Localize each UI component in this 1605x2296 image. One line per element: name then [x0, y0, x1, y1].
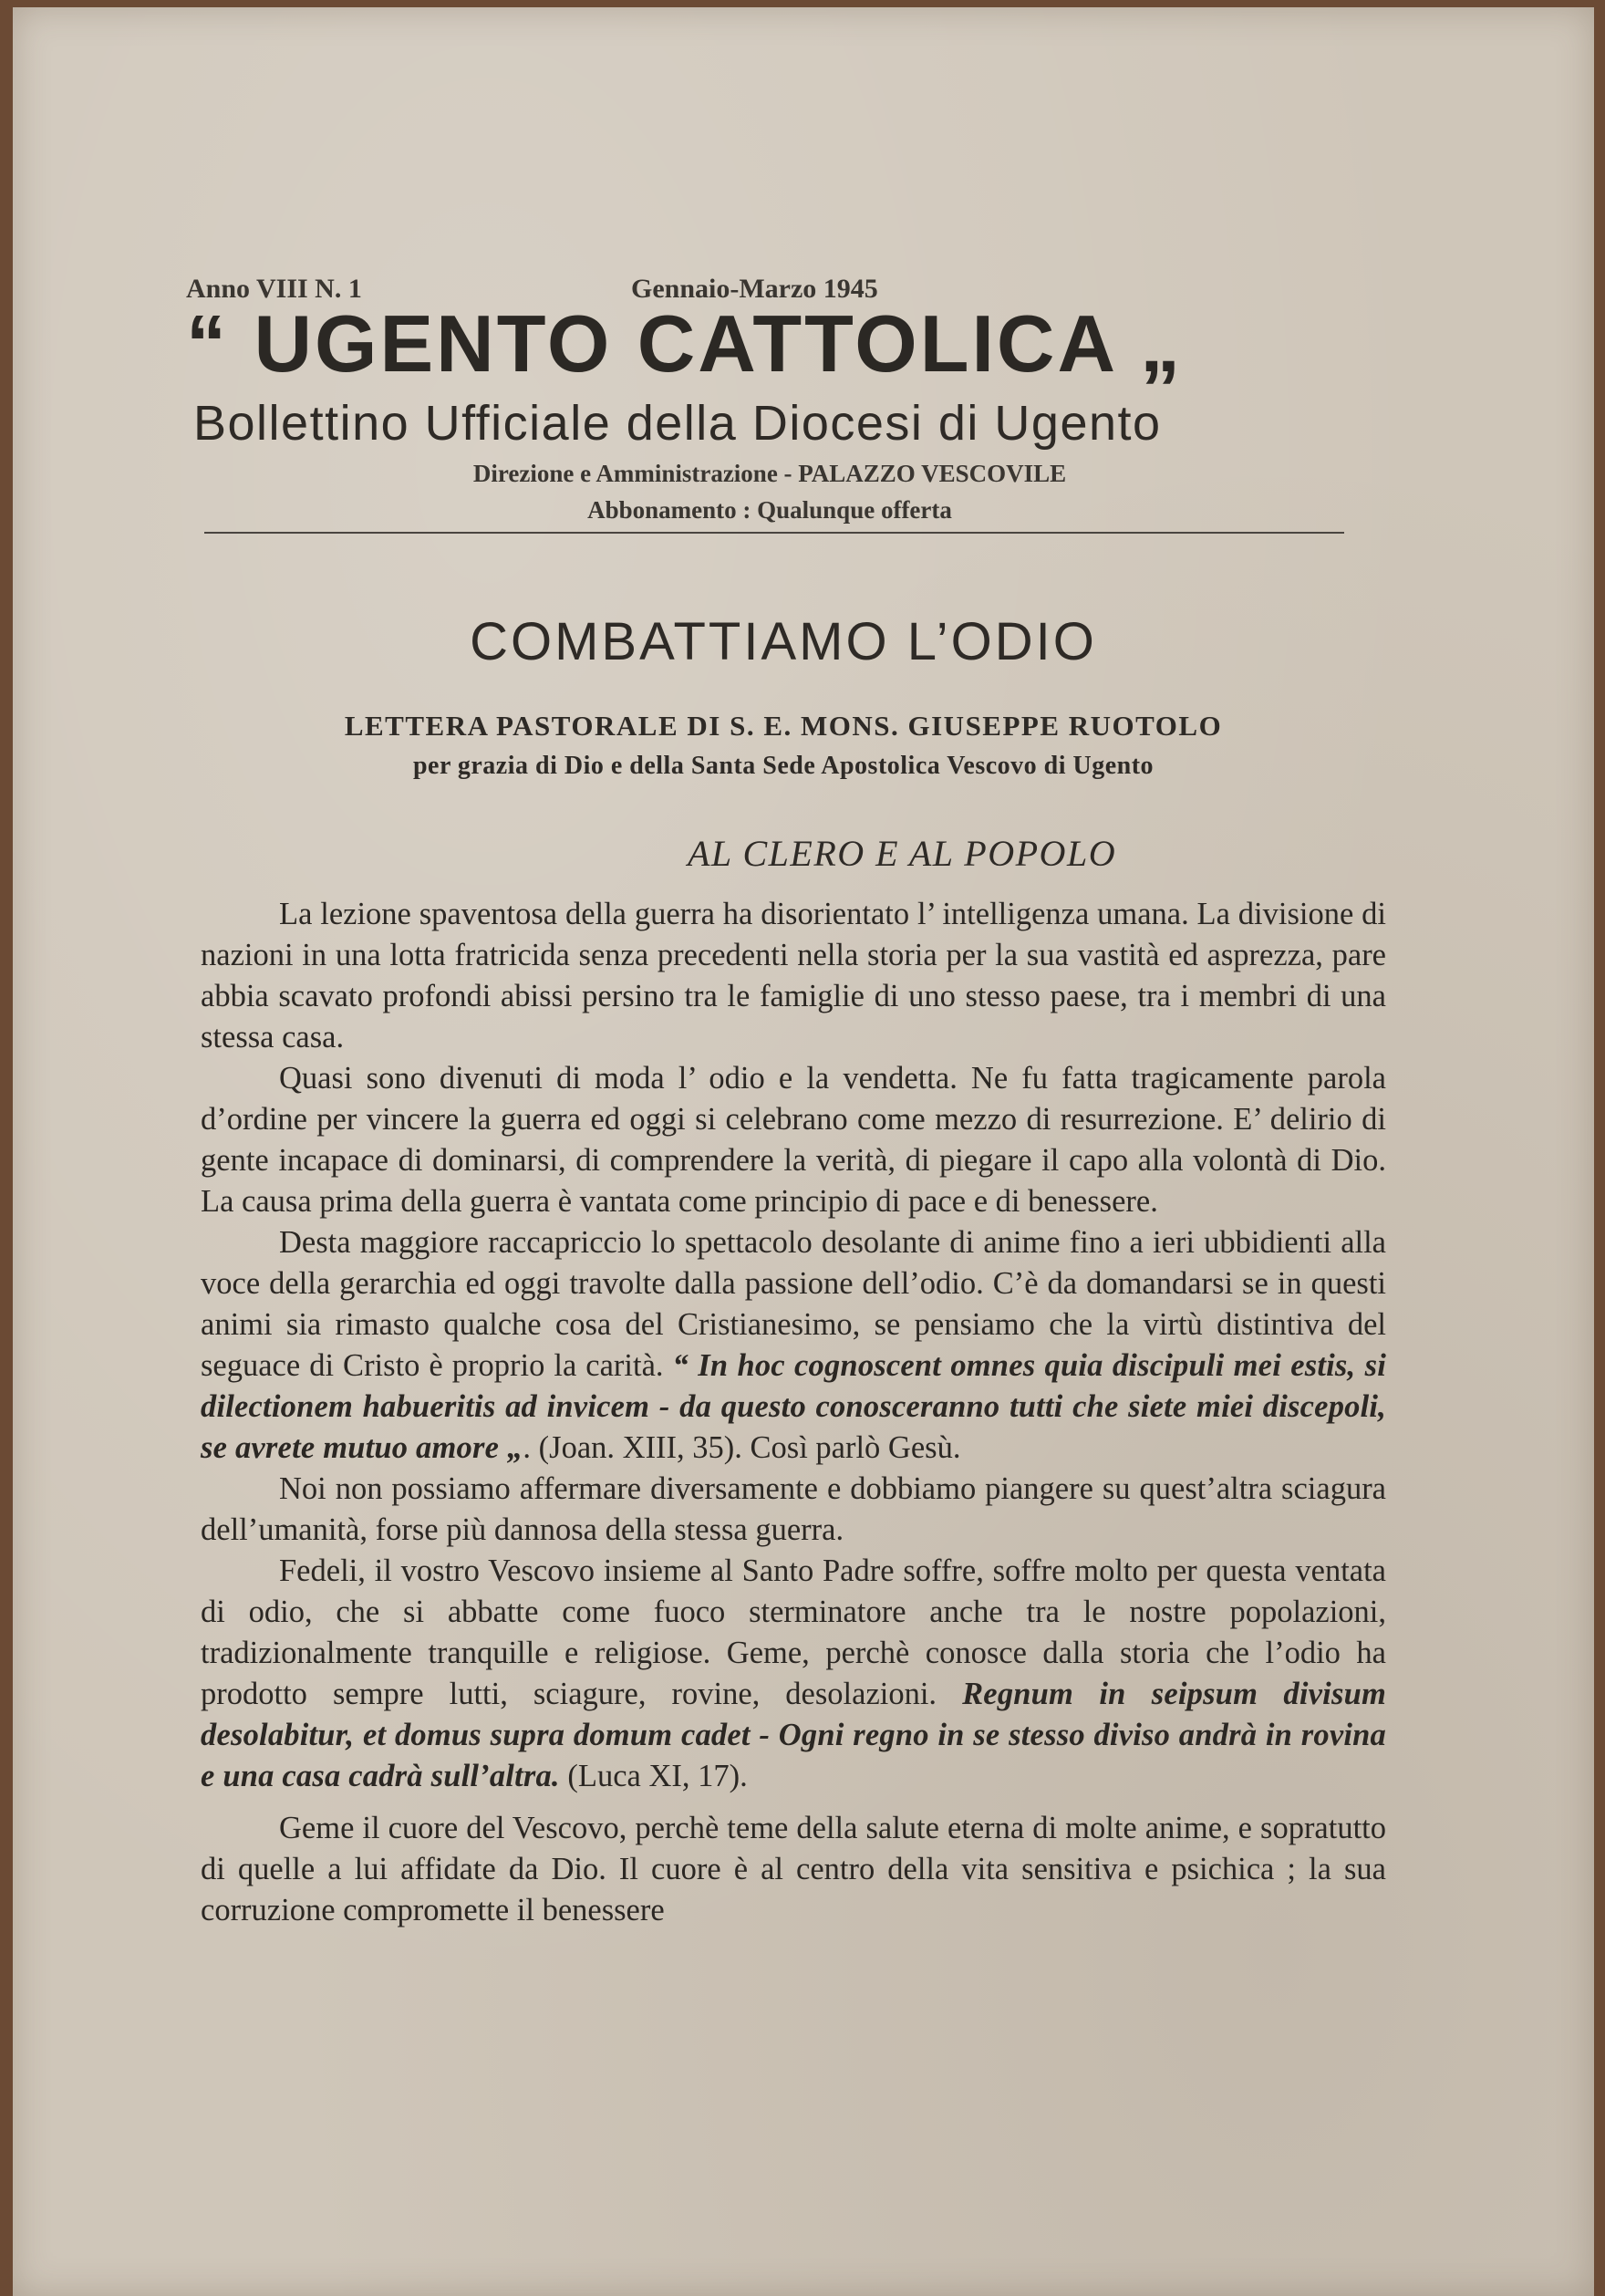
article-title: COMBATTIAMO L’ODIO	[470, 612, 1097, 671]
letter-address: AL CLERO E AL POPOLO	[688, 833, 1117, 874]
masthead-subtitle: Bollettino Ufficiale della Diocesi di Ugento	[193, 396, 1162, 451]
paragraph	[201, 1808, 1386, 1931]
paragraph	[201, 1222, 1386, 1469]
direction-line: Direzione e Amministrazione - PALAZZO VESCOVILE	[472, 460, 1067, 487]
letter-heading: LETTERA PASTORALE DI S. E. MONS. GIUSEPPE RUOTOLO	[344, 710, 1223, 742]
paragraph-text: Geme il cuore del Vescovo, perchè teme della salute eterna di molte anime, e sopratutto di quelle a lui affidate da Dio. Il cuore è al centro della vita sensitiva e psichica ; la sua corruzione compromette il benessere	[201, 1811, 1386, 1927]
header-divider	[204, 532, 1344, 534]
citation: (Luca XI, 17).	[559, 1759, 748, 1793]
citation: . (Joan. XIII, 35). Così parlò Gesù.	[523, 1430, 961, 1465]
latin-quote: Regnum in seipsum divisum desolabitur, et domus supra domum cadet - Ogni regno in se stesso diviso andrà in rovina e una casa cadrà sull’altra.	[201, 1677, 1386, 1793]
issue-date: Gennaio-Marzo 1945	[631, 274, 878, 304]
paragraph	[201, 1058, 1386, 1222]
paragraph	[201, 1551, 1386, 1797]
masthead-title: “ UGENTO CATTOLICA „	[186, 298, 1184, 389]
letter-subheading: per grazia di Dio e della Santa Sede Apostolica Vescovo di Ugento	[412, 752, 1155, 780]
paragraph	[201, 1469, 1386, 1551]
issue-number: Anno VIII N. 1	[186, 274, 362, 304]
paragraph	[201, 894, 1386, 1058]
subscription-line: Abbonamento : Qualunque offerta	[587, 496, 952, 524]
latin-quote: “ In hoc cognoscent omnes quia discipuli mei estis, si dilectionem habueritis ad invicem - da questo conosceranno tutti che siete miei discepoli, se avrete mutuo amore „	[201, 1348, 1386, 1465]
paragraph-text: Desta maggiore raccapriccio lo spettacolo desolante di anime fino a ieri ubbidienti alla voce della gerarchia ed oggi travolte dalla passione dell’odio. C’è da domandarsi se in questi animi sia rimasto qualche cosa del Cristianesimo, se pensiamo che la virtù distintiva del seguace di Cristo è proprio la carità.	[201, 1225, 1386, 1383]
paragraph-text: Noi non possiamo affermare diversamente e dobbiamo piangere su quest’altra sciagura dell’umanità, forse più dannosa della stessa guerra.	[201, 1471, 1386, 1547]
paragraph-text: La lezione spaventosa della guerra ha disorientato l’ intelligenza umana. La divisione di nazioni in una lotta fratricida senza precedenti nella storia per la sua vastità ed asprezza, pare abbia scavato profondi abissi persino tra le famiglie di uno stesso paese, tra i membri di una stessa casa.	[201, 897, 1386, 1054]
bulletin-page	[13, 7, 1594, 2296]
article-body	[201, 894, 1386, 1931]
paragraph-text: Quasi sono divenuti di moda l’ odio e la vendetta. Ne fu fatta tragicamente parola d’ordine per vincere la guerra ed oggi si celebrano come mezzo di resurrezione. E’ delirio di gente incapace di dominarsi, di comprendere la verità, di piegare il capo alla volontà di Dio. La causa prima della guerra è vantata come principio di pace e di benessere.	[201, 1061, 1386, 1219]
paragraph-text: Fedeli, il vostro Vescovo insieme al Santo Padre soffre, soffre molto per questa ventata di odio, che si abbatte come fuoco sterminatore anche tra le nostre popolazioni, tradizionalmente tranquille e religiose. Geme, perchè conosce dalla storia che l’odio ha prodotto sempre lutti, sciagure, rovine, desolazioni.	[201, 1553, 1386, 1711]
